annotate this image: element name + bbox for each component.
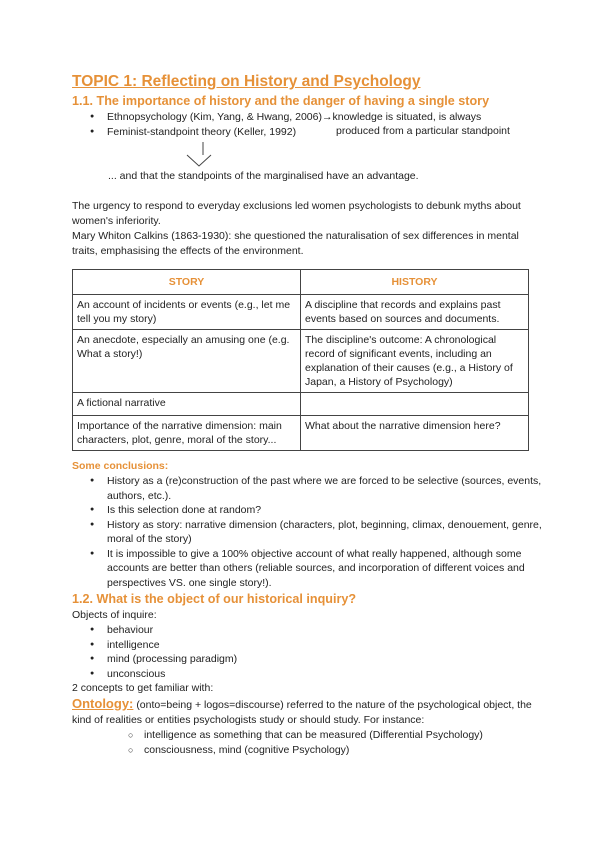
list-item: ● Feminist-standpoint theory (Keller, 1992) [72,125,542,140]
table-cell: Importance of the narrative dimension: main characters, plot, genre, moral of the story... [73,416,301,451]
story-history-table [72,269,529,451]
concepts-line: 2 concepts to get familiar with: [72,682,214,694]
conclusions-heading: Some conclusions: [72,460,169,472]
objects-intro: Objects of inquire: [72,609,157,621]
list-item: ● Is this selection done at random? [72,503,542,518]
document-page [72,72,542,758]
column-header-story: STORY [73,270,301,295]
list-item: ● behaviour [72,623,542,638]
list-item: ● unconscious [72,667,542,682]
table-cell: What about the narrative dimension here? [301,416,529,451]
standpoint-block [72,110,542,139]
list-item: ● History as a (re)construction of the past where we are forced to be selective (sources, events, authors, etc.). [72,474,542,503]
table-cell: An anecdote, especially an amusing one (e.g. What a story!) [73,330,301,393]
list-item: ● Ethnopsychology (Kim, Yang, & Hwang, 2006)→knowledge is situated, is always [72,110,542,125]
table-row [73,295,529,330]
continuation-text: ... and that the standpoints of the marginalised have an advantage. [108,170,419,182]
column-header-history: HISTORY [301,270,529,295]
table-header-row [73,270,529,295]
section-heading-1-1: 1.1. The importance of history and the danger of having a single story [72,94,490,108]
ontology-examples [72,728,542,758]
down-arrow-diagram [72,139,542,169]
ontology-term: Ontology: [72,696,134,711]
list-item: ● mind (processing paradigm) [72,652,542,667]
ontology-paragraph [72,696,542,728]
conclusions-list [72,474,542,590]
down-arrow-icon [184,141,214,169]
page-title: TOPIC 1: Reflecting on History and Psychology [72,73,421,90]
paragraph-urgency: The urgency to respond to everyday exclusions led women psychologists to debunk myths about women's inferiority. [72,200,521,227]
table-cell: A discipline that records and explains past events based on sources and documents. [301,295,529,330]
table-row [73,330,529,393]
objects-list [72,623,542,681]
standpoint-note: produced from a particular standpoint [336,125,510,137]
list-item: ● intelligence [72,638,542,653]
table-cell [301,393,529,416]
table-row [73,416,529,451]
list-item: ● History as story: narrative dimension (characters, plot, beginning, climax, denouement, genre, moral of the story) [72,518,542,547]
list-item: ○ intelligence as something that can be measured (Differential Psychology) [72,728,542,743]
list-item: ● It is impossible to give a 100% objective account of what really happened, although some accounts are better than others (reliable sources, and incorporation of different voices and perspectives VS. one single story!). [72,547,542,591]
table-cell: A fictional narrative [73,393,301,416]
ontology-text: (onto=being + logos=discourse) referred to the nature of the psychological object, the kind of realities or entities psychologists study or should study. For instance: [72,699,532,726]
section-heading-1-2: 1.2. What is the object of our historical inquiry? [72,592,357,606]
table-row [73,393,529,416]
table-cell: The discipline's outcome: A chronological record of significant events, including an explanation of their causes (e.g., a History of Japan, a History of Psychology) [301,330,529,393]
paragraph-calkins: Mary Whiton Calkins (1863-1930): she questioned the naturalisation of sex differences in mental traits, emphasising the effects of the environment. [72,230,519,257]
table-cell: An account of incidents or events (e.g., let me tell you my story) [73,295,301,330]
list-item: ○ consciousness, mind (cognitive Psychology) [72,743,542,758]
